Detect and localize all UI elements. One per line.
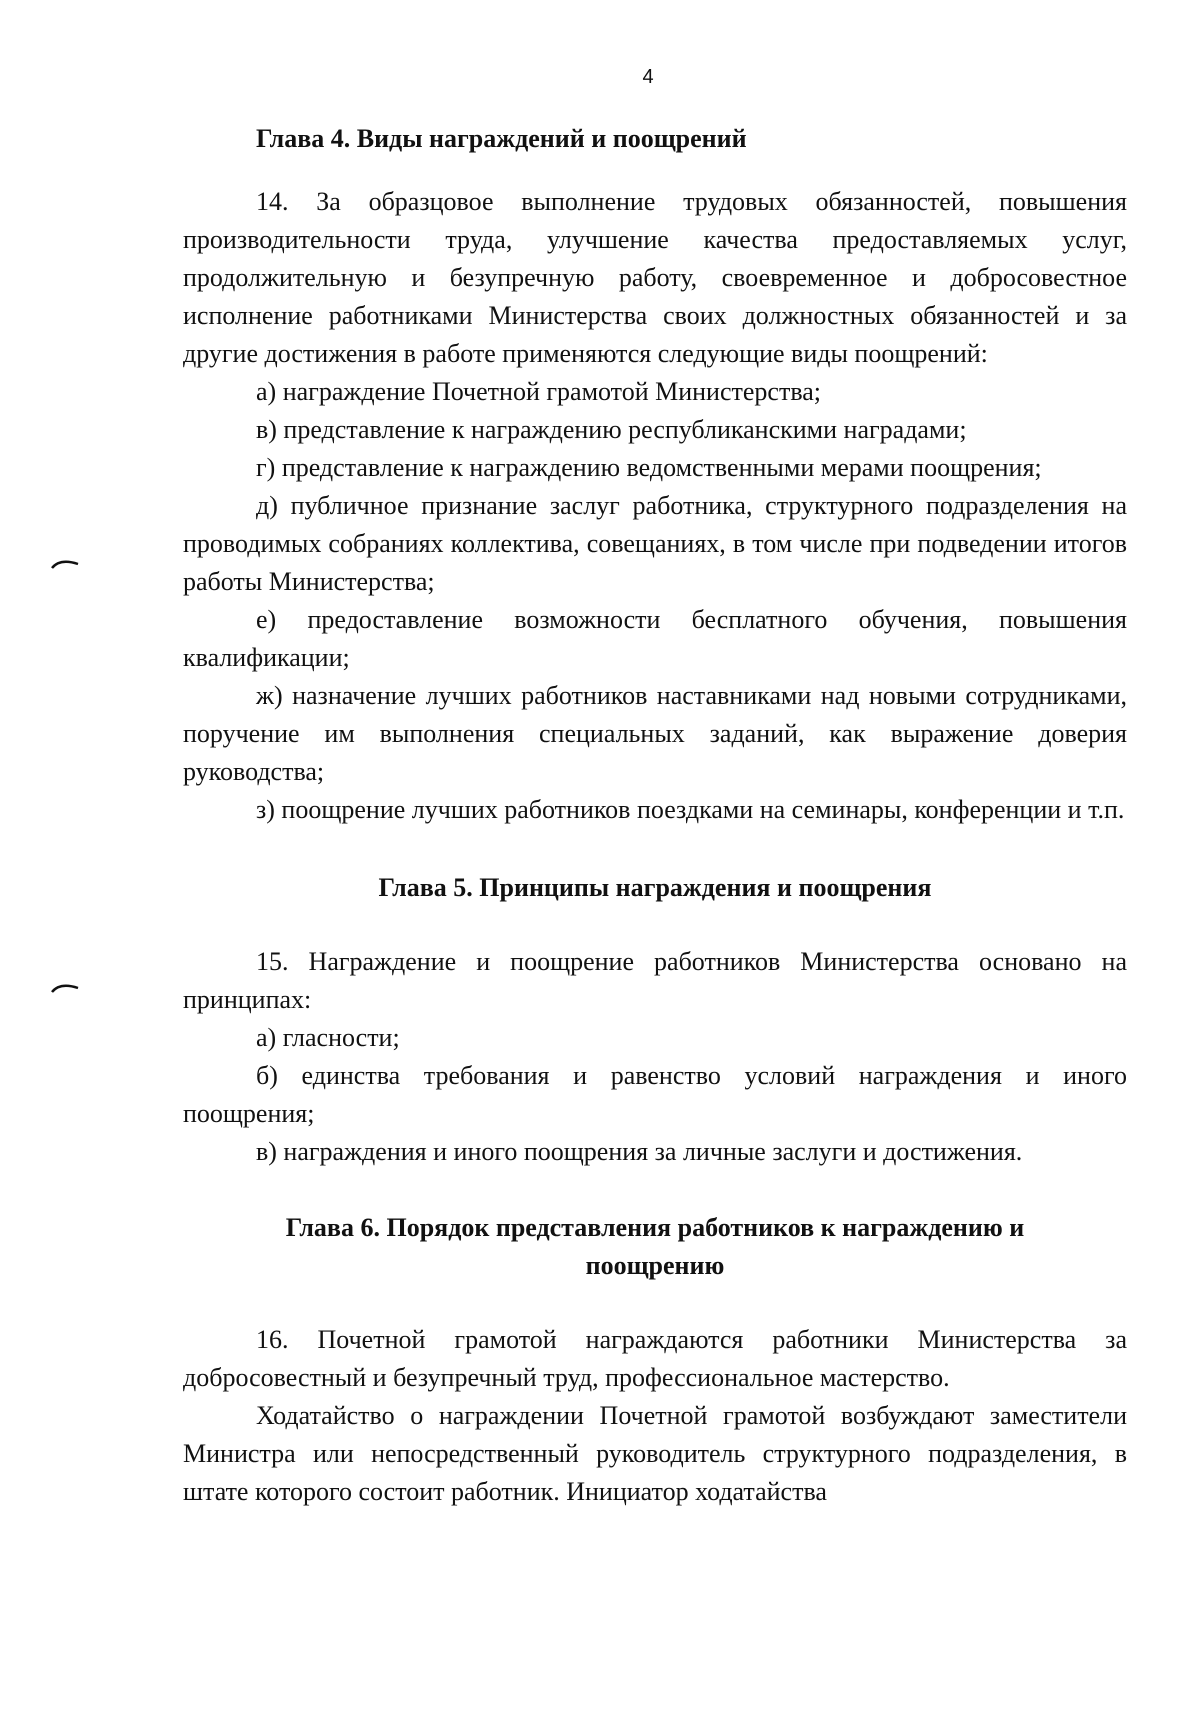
paragraph-16: 16. Почетной грамотой награждаются работники Министерства за добросовестный и безупречный труд, профессиональное мастерство.: [183, 1325, 1127, 1392]
document-body: [183, 120, 1127, 1511]
list-item: а) гласности;: [256, 1023, 400, 1052]
list-item: е) предоставление возможности бесплатного обучения, повышения квалификации;: [183, 605, 1127, 672]
paragraph-15: 15. Награждение и поощрение работников Министерства основано на принципах:: [183, 947, 1127, 1014]
scan-mark-icon: [50, 556, 80, 570]
scan-mark-icon: [50, 980, 80, 994]
list-item: а) награждение Почетной грамотой Министерства;: [256, 377, 822, 406]
chapter-6-title-line-2: поощрению: [585, 1251, 725, 1280]
chapter-4-title: Глава 4. Виды награждений и поощрений: [256, 124, 747, 153]
list-item: д) публичное признание заслуг работника, структурного подразделения на проводимых собраниях коллектива, совещаниях, в том числе при подведении итогов работы Министерства;: [183, 491, 1127, 596]
paragraph-14: 14. За образцовое выполнение трудовых обязанностей, повышения производительности труда, улучшение качества предоставляемых услуг, продолжительную и безупречную работу, своевременное и добросовестное исполнение работниками Министерства своих должностных обязанностей и за другие достижения в работе применяются следующие виды поощрений:: [183, 187, 1127, 368]
page-number: 4: [642, 66, 654, 88]
chapter-6-title-line-1: Глава 6. Порядок представления работников к награждению и: [285, 1213, 1025, 1242]
list-item: в) награждения и иного поощрения за личные заслуги и достижения.: [256, 1137, 1023, 1166]
list-item: ж) назначение лучших работников наставниками над новыми сотрудниками, поручение им выполнения специальных заданий, как выражение доверия руководства;: [183, 681, 1127, 786]
list-item: в) представление к награждению республиканскими наградами;: [256, 415, 967, 444]
chapter-5-title: Глава 5. Принципы награждения и поощрения: [378, 873, 932, 902]
list-item: г) представление к награждению ведомственными мерами поощрения;: [256, 453, 1042, 482]
list-item: з) поощрение лучших работников поездками на семинары, конференции и т.п.: [256, 795, 1125, 824]
list-item: б) единства требования и равенство условий награждения и иного поощрения;: [183, 1061, 1127, 1128]
paragraph-16-continued: Ходатайство о награждении Почетной грамотой возбуждают заместители Министра или непосредственный руководитель структурного подразделения, в штате которого состоит работник. Инициатор ходатайства: [183, 1401, 1127, 1506]
